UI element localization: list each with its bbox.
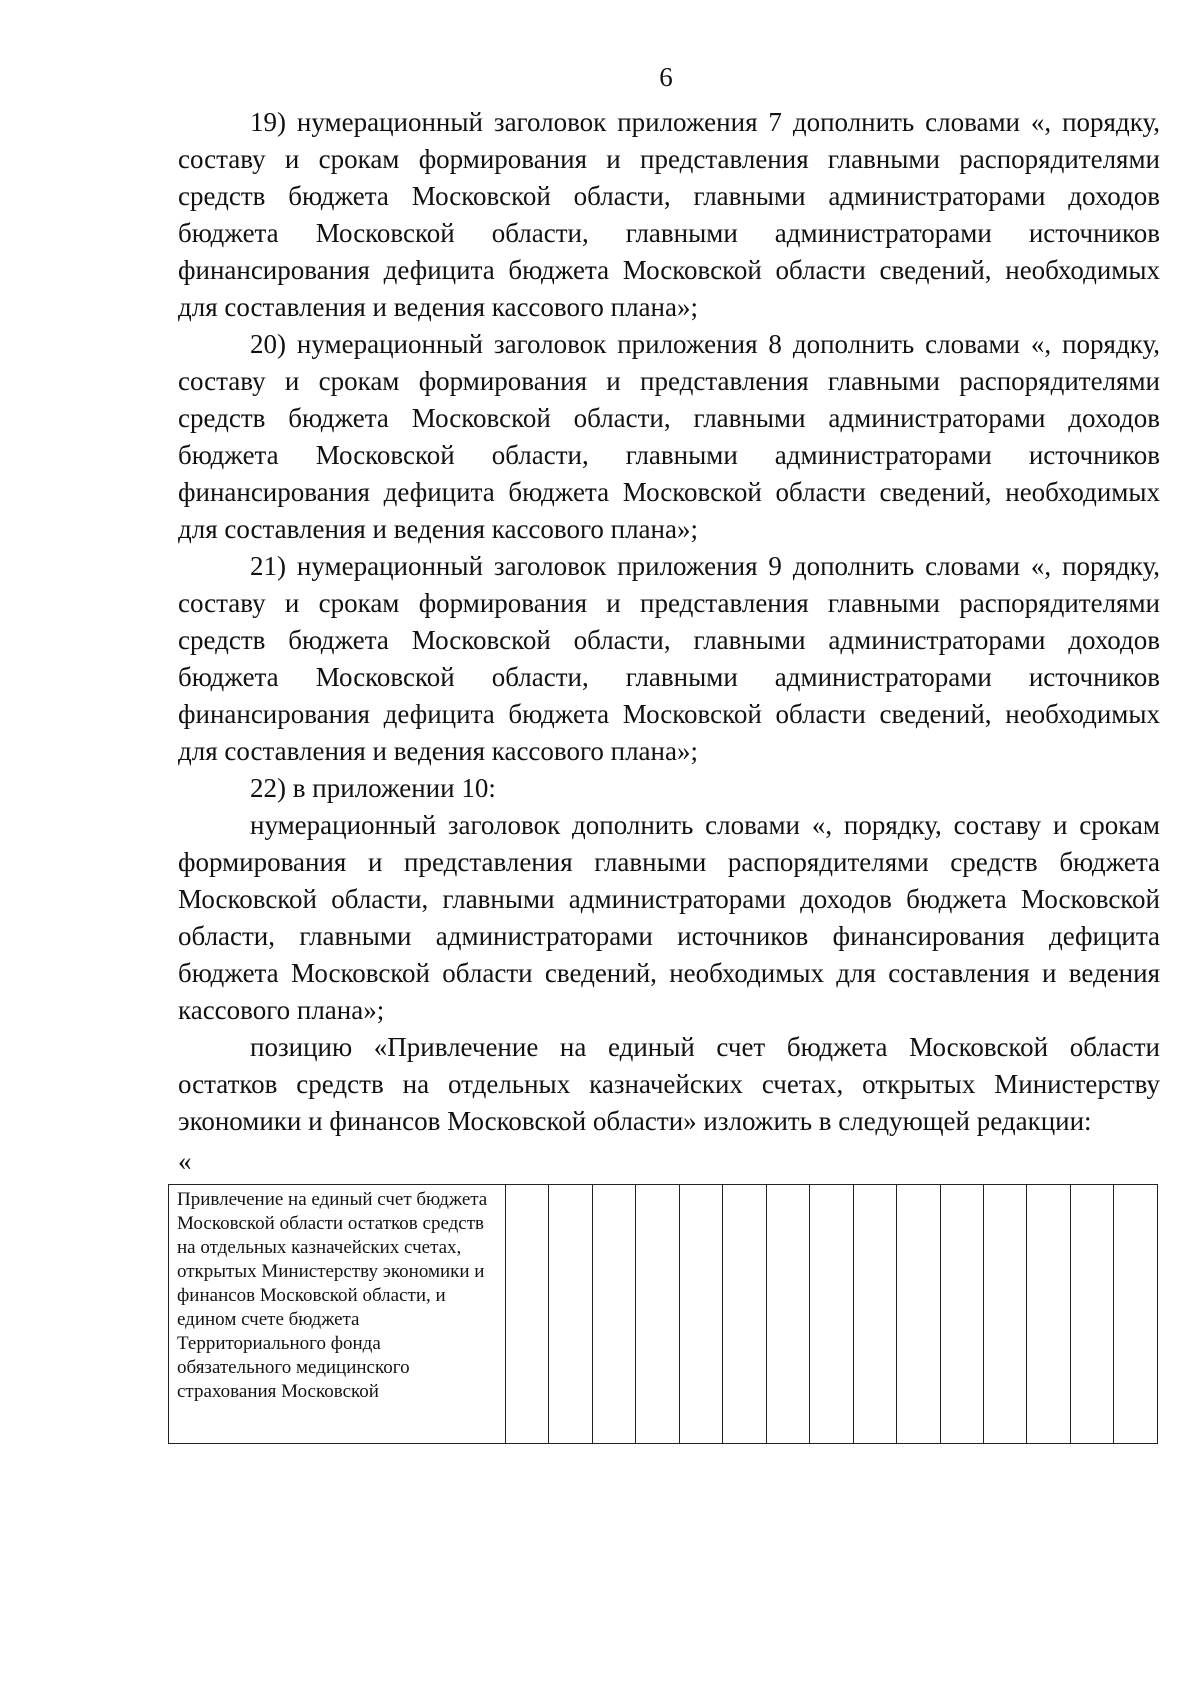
table-cell-empty [636, 1185, 679, 1444]
document-body [178, 104, 1160, 1444]
page-number: 6 [659, 62, 673, 92]
table-cell-empty [549, 1185, 592, 1444]
table-cell-empty [940, 1185, 983, 1444]
table-cell-empty [592, 1185, 635, 1444]
table-row [169, 1185, 1158, 1444]
paragraph-item-20: 20) нумерационный заголовок приложения 8 дополнить словами «, порядку, составу и срокам формирования и представления главными распорядителями средств бюджета Московской области, главными администраторами доходов бюджета Московской области, главными администраторами источников финансирования дефицита бюджета Московской области сведений, необходимых для составления и ведения кассового плана»; [178, 329, 1160, 544]
table-cell-empty [810, 1185, 853, 1444]
table-cell-empty [983, 1185, 1026, 1444]
table-cell-empty [897, 1185, 940, 1444]
table-cell-position-name: Привлечение на единый счет бюджета Московской области остатков средств на отдельных казначейских счетах, открытых Министерству экономики и финансов Московской области, и едином счете бюджета Территориального фонда обязательного медицинского страхования Московской [169, 1185, 506, 1444]
table-cell-empty [1070, 1185, 1113, 1444]
paragraph-item-22: 22) в приложении 10: [250, 773, 496, 803]
table-cell-empty [723, 1185, 766, 1444]
open-quote-mark: « [178, 1146, 192, 1176]
paragraph-item-19: 19) нумерационный заголовок приложения 7 дополнить словами «, порядку, составу и срокам формирования и представления главными распорядителями средств бюджета Московской области, главными администраторами доходов бюджета Московской области, главными администраторами источников финансирования дефицита бюджета Московской области сведений, необходимых для составления и ведения кассового плана»; [178, 107, 1160, 322]
paragraph-item-21: 21) нумерационный заголовок приложения 9 дополнить словами «, порядку, составу и срокам формирования и представления главными распорядителями средств бюджета Московской области, главными администраторами доходов бюджета Московской области, главными администраторами источников финансирования дефицита бюджета Московской области сведений, необходимых для составления и ведения кассового плана»; [178, 551, 1160, 766]
table-cell-empty [506, 1185, 549, 1444]
table-cell-empty [679, 1185, 722, 1444]
table-cell-empty [766, 1185, 809, 1444]
table-cell-empty [853, 1185, 896, 1444]
table-cell-empty [1114, 1185, 1158, 1444]
paragraph-position-amendment: позицию «Привлечение на единый счет бюджета Московской области остатков средств на отдельных казначейских счетах, открытых Министерству экономики и финансов Московской области» изложить в следующей редакции: [178, 1032, 1160, 1136]
table-cell-empty [1027, 1185, 1070, 1444]
budget-position-table [168, 1184, 1158, 1444]
paragraph-header-amendment: нумерационный заголовок дополнить словами «, порядку, составу и срокам формирования и представления главными распорядителями средств бюджета Московской области, главными администраторами доходов бюджета Московской области, главными администраторами источников финансирования дефицита бюджета Московской области сведений, необходимых для составления и ведения кассового плана»; [178, 810, 1160, 1025]
